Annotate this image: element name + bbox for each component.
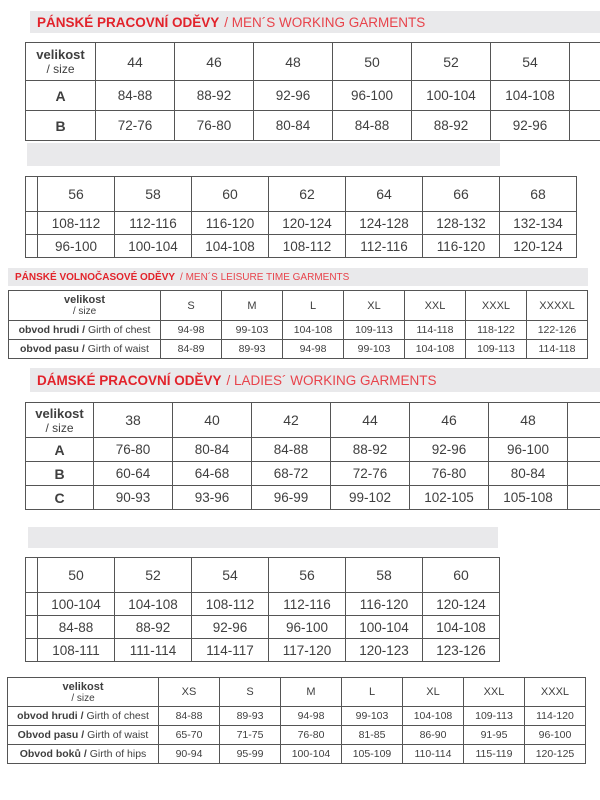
value-cell: 96-100 <box>489 438 568 462</box>
measure-label-cz: obvod hrudi / <box>17 710 84 722</box>
cut-column-cell <box>26 212 38 235</box>
value-cell: 104-108 <box>283 321 344 340</box>
table-row <box>26 639 500 662</box>
value-cell: 104-108 <box>491 81 570 111</box>
cut-column-cell <box>568 462 600 486</box>
measure-label <box>8 726 159 745</box>
cut-column-cell <box>26 616 38 639</box>
size-header-cell: 46 <box>410 403 489 438</box>
value-cell: 116-120 <box>346 593 423 616</box>
value-cell: 123-126 <box>423 639 500 662</box>
table-row <box>26 616 500 639</box>
measure-label-en: Girth of chest <box>85 324 151 336</box>
size-header-cell: XXXXL <box>527 291 588 321</box>
value-cell: 94-98 <box>281 707 342 726</box>
size-header-cell: 56 <box>269 558 346 593</box>
size-header-cell: 68 <box>500 177 577 212</box>
size-header-cell: 58 <box>115 177 192 212</box>
size-header-cell: 46 <box>175 43 254 81</box>
measure-label <box>9 340 161 359</box>
value-cell: 104-108 <box>115 593 192 616</box>
divider-band <box>28 527 498 548</box>
header-row <box>8 678 586 707</box>
value-cell: 105-108 <box>489 486 568 510</box>
section-title-en: / MEN´S LEISURE TIME GARMENTS <box>180 271 350 283</box>
value-cell: 108-112 <box>269 235 346 258</box>
value-cell: 96-100 <box>269 616 346 639</box>
value-cell: 100-104 <box>346 616 423 639</box>
value-cell: 84-88 <box>333 111 412 141</box>
header-row <box>9 291 588 321</box>
value-cell: 88-92 <box>175 81 254 111</box>
value-cell: 100-104 <box>38 593 115 616</box>
section-title-cz: PÁNSKÉ VOLNOČASOVÉ ODĚVY <box>15 271 176 283</box>
size-header-cell: 48 <box>489 403 568 438</box>
value-cell: 110-114 <box>403 745 464 764</box>
value-cell: 108-112 <box>192 593 269 616</box>
value-cell: 94-98 <box>283 340 344 359</box>
size-header-label-cz: velikost <box>64 294 105 306</box>
size-header-cell: L <box>342 678 403 707</box>
section-header-mens-working <box>30 11 600 33</box>
value-cell: 122-126 <box>527 321 588 340</box>
section-header-mens-leisure <box>8 268 588 286</box>
size-header-cell: XL <box>344 291 405 321</box>
value-cell: 104-108 <box>192 235 269 258</box>
value-cell: 92-96 <box>192 616 269 639</box>
size-column-header <box>26 403 94 438</box>
value-cell: 128-132 <box>423 212 500 235</box>
size-header-cell: 52 <box>115 558 192 593</box>
size-header-cell: S <box>161 291 222 321</box>
table-row <box>8 745 586 764</box>
value-cell: 89-93 <box>222 340 283 359</box>
value-cell: 76-80 <box>94 438 173 462</box>
ladies-working-table1-wrapper <box>25 402 600 514</box>
row-label: B <box>26 111 96 141</box>
cut-column-cell <box>26 177 38 212</box>
value-cell: 95-99 <box>220 745 281 764</box>
value-cell: 94-98 <box>161 321 222 340</box>
table-row <box>26 486 600 510</box>
value-cell: 109-113 <box>344 321 405 340</box>
measure-label-cz: obvod hrudi / <box>18 324 86 336</box>
value-cell: 90-93 <box>94 486 173 510</box>
measure-label <box>9 321 161 340</box>
value-cell: 72-76 <box>96 111 175 141</box>
value-cell: 92-96 <box>410 438 489 462</box>
value-cell: 96-100 <box>525 726 586 745</box>
size-header-cell: 40 <box>173 403 252 438</box>
value-cell: 114-118 <box>527 340 588 359</box>
value-cell: 120-125 <box>525 745 586 764</box>
size-header-cell: 44 <box>96 43 175 81</box>
value-cell: 108-112 <box>38 212 115 235</box>
value-cell: 86-90 <box>403 726 464 745</box>
table-row <box>26 438 600 462</box>
size-header-cell: XXL <box>405 291 466 321</box>
table-row <box>8 726 586 745</box>
header-row <box>26 558 500 593</box>
value-cell: 88-92 <box>412 111 491 141</box>
value-cell: 76-80 <box>281 726 342 745</box>
table-row <box>26 593 500 616</box>
value-cell: 120-123 <box>346 639 423 662</box>
ladies-working-sizes-table-38-48 <box>25 402 600 510</box>
table-row <box>26 111 600 141</box>
value-cell: 109-113 <box>464 707 525 726</box>
size-header-cell: XXL <box>464 678 525 707</box>
size-header-label-cz: velikost <box>62 680 104 693</box>
value-cell: 92-96 <box>254 81 333 111</box>
size-header-cell: XXXL <box>466 291 527 321</box>
measure-label-cz: obvod pasu / <box>20 343 85 355</box>
size-header-cell: 54 <box>491 43 570 81</box>
size-header-label-en: / size <box>46 62 75 76</box>
size-header-label-en: / size <box>71 692 95 704</box>
value-cell: 132-134 <box>500 212 577 235</box>
cut-column-cell <box>568 438 600 462</box>
value-cell: 64-68 <box>173 462 252 486</box>
value-cell: 84-88 <box>38 616 115 639</box>
header-row <box>26 403 600 438</box>
measure-label-en: Girth of hips <box>86 748 147 760</box>
section-title-cz: PÁNSKÉ PRACOVNÍ ODĚVY <box>37 14 220 30</box>
mens-working-sizes-table-56-68 <box>25 176 577 258</box>
size-header-cell: 44 <box>331 403 410 438</box>
value-cell: 104-108 <box>423 616 500 639</box>
size-header-cell: 54 <box>192 558 269 593</box>
ladies-working-sizes-table-50-60 <box>25 557 500 662</box>
value-cell: 84-89 <box>161 340 222 359</box>
size-header-label-en: / size <box>72 306 97 317</box>
cut-column-cell <box>26 558 38 593</box>
value-cell: 99-102 <box>331 486 410 510</box>
size-header-cell: 50 <box>38 558 115 593</box>
value-cell: 109-113 <box>466 340 527 359</box>
value-cell: 124-128 <box>346 212 423 235</box>
section-header-ladies-working <box>30 368 600 392</box>
size-header-label-en: / size <box>45 420 74 435</box>
value-cell: 120-124 <box>269 212 346 235</box>
value-cell: 80-84 <box>489 462 568 486</box>
size-header-label-cz: velikost <box>35 405 84 421</box>
cut-column-cell <box>26 639 38 662</box>
value-cell: 81-85 <box>342 726 403 745</box>
table-row <box>9 340 588 359</box>
value-cell: 72-76 <box>331 462 410 486</box>
divider-band <box>27 143 500 166</box>
row-label: C <box>26 486 94 510</box>
size-column-header <box>8 678 159 707</box>
section-title-en: / LADIES´ WORKING GARMENTS <box>226 372 437 388</box>
cut-column-cell <box>26 593 38 616</box>
size-header-cell: 38 <box>94 403 173 438</box>
value-cell: 112-116 <box>346 235 423 258</box>
value-cell: 80-84 <box>173 438 252 462</box>
size-header-cell: XS <box>159 678 220 707</box>
row-label: A <box>26 438 94 462</box>
size-header-cell: 60 <box>423 558 500 593</box>
value-cell: 96-100 <box>333 81 412 111</box>
cut-column-cell <box>570 43 600 81</box>
measure-label-en: Girth of waist <box>84 729 149 741</box>
measure-label-cz: Obvod pasu / <box>17 729 85 741</box>
mens-working-sizes-table-44-54 <box>25 42 600 141</box>
value-cell: 114-118 <box>405 321 466 340</box>
value-cell: 116-120 <box>192 212 269 235</box>
value-cell: 84-88 <box>96 81 175 111</box>
value-cell: 100-104 <box>115 235 192 258</box>
value-cell: 100-104 <box>281 745 342 764</box>
row-label: A <box>26 81 96 111</box>
measure-label <box>8 745 159 764</box>
value-cell: 76-80 <box>175 111 254 141</box>
value-cell: 96-99 <box>252 486 331 510</box>
value-cell: 108-111 <box>38 639 115 662</box>
size-header-cell: L <box>283 291 344 321</box>
value-cell: 84-88 <box>159 707 220 726</box>
table-row <box>26 235 577 258</box>
size-header-cell: 50 <box>333 43 412 81</box>
value-cell: 99-103 <box>342 707 403 726</box>
measure-label-cz: Obvod boků / <box>19 748 87 760</box>
table-row <box>26 212 577 235</box>
size-header-cell: XL <box>403 678 464 707</box>
value-cell: 76-80 <box>410 462 489 486</box>
value-cell: 100-104 <box>412 81 491 111</box>
value-cell: 93-96 <box>173 486 252 510</box>
mens-working-table1-wrapper <box>25 42 600 146</box>
size-column-header <box>26 43 96 81</box>
cut-column-cell <box>570 81 600 111</box>
cut-column-cell <box>570 111 600 141</box>
size-header-cell: S <box>220 678 281 707</box>
value-cell: 116-120 <box>423 235 500 258</box>
table-row <box>8 707 586 726</box>
cut-column-cell <box>26 235 38 258</box>
value-cell: 96-100 <box>38 235 115 258</box>
value-cell: 60-64 <box>94 462 173 486</box>
value-cell: 120-124 <box>423 593 500 616</box>
size-header-cell: 66 <box>423 177 500 212</box>
cut-column-cell <box>568 486 600 510</box>
value-cell: 84-88 <box>252 438 331 462</box>
value-cell: 104-108 <box>403 707 464 726</box>
measure-label <box>8 707 159 726</box>
header-row <box>26 177 577 212</box>
size-header-cell: XXXL <box>525 678 586 707</box>
size-column-header <box>9 291 161 321</box>
value-cell: 80-84 <box>254 111 333 141</box>
mens-leisure-sizes-table <box>8 290 588 359</box>
value-cell: 68-72 <box>252 462 331 486</box>
size-header-cell: 60 <box>192 177 269 212</box>
size-header-cell: 62 <box>269 177 346 212</box>
value-cell: 89-93 <box>220 707 281 726</box>
value-cell: 90-94 <box>159 745 220 764</box>
value-cell: 114-120 <box>525 707 586 726</box>
value-cell: 112-116 <box>115 212 192 235</box>
value-cell: 117-120 <box>269 639 346 662</box>
table-row <box>26 462 600 486</box>
value-cell: 112-116 <box>269 593 346 616</box>
value-cell: 65-70 <box>159 726 220 745</box>
size-header-cell: 58 <box>346 558 423 593</box>
section-title-en: / MEN´S WORKING GARMENTS <box>224 14 426 30</box>
value-cell: 71-75 <box>220 726 281 745</box>
size-header-cell: 42 <box>252 403 331 438</box>
value-cell: 105-109 <box>342 745 403 764</box>
value-cell: 88-92 <box>331 438 410 462</box>
value-cell: 92-96 <box>491 111 570 141</box>
size-header-label-cz: velikost <box>36 47 85 62</box>
size-header-cell: 64 <box>346 177 423 212</box>
size-header-cell: 56 <box>38 177 115 212</box>
size-header-cell: M <box>222 291 283 321</box>
size-header-cell: 48 <box>254 43 333 81</box>
section-title-cz: DÁMSKÉ PRACOVNÍ ODĚVY <box>37 372 222 388</box>
row-label: B <box>26 462 94 486</box>
size-header-cell: M <box>281 678 342 707</box>
table-row <box>9 321 588 340</box>
value-cell: 114-117 <box>192 639 269 662</box>
header-row <box>26 43 600 81</box>
value-cell: 99-103 <box>344 340 405 359</box>
value-cell: 118-122 <box>466 321 527 340</box>
cut-column-cell <box>568 403 600 438</box>
size-header-cell: 52 <box>412 43 491 81</box>
value-cell: 111-114 <box>115 639 192 662</box>
value-cell: 115-119 <box>464 745 525 764</box>
measure-label-en: Girth of chest <box>83 710 149 722</box>
measure-label-en: Girth of waist <box>84 343 149 355</box>
value-cell: 99-103 <box>222 321 283 340</box>
value-cell: 120-124 <box>500 235 577 258</box>
value-cell: 104-108 <box>405 340 466 359</box>
table-row <box>26 81 600 111</box>
value-cell: 91-95 <box>464 726 525 745</box>
value-cell: 88-92 <box>115 616 192 639</box>
ladies-measurements-table <box>7 677 586 764</box>
value-cell: 102-105 <box>410 486 489 510</box>
